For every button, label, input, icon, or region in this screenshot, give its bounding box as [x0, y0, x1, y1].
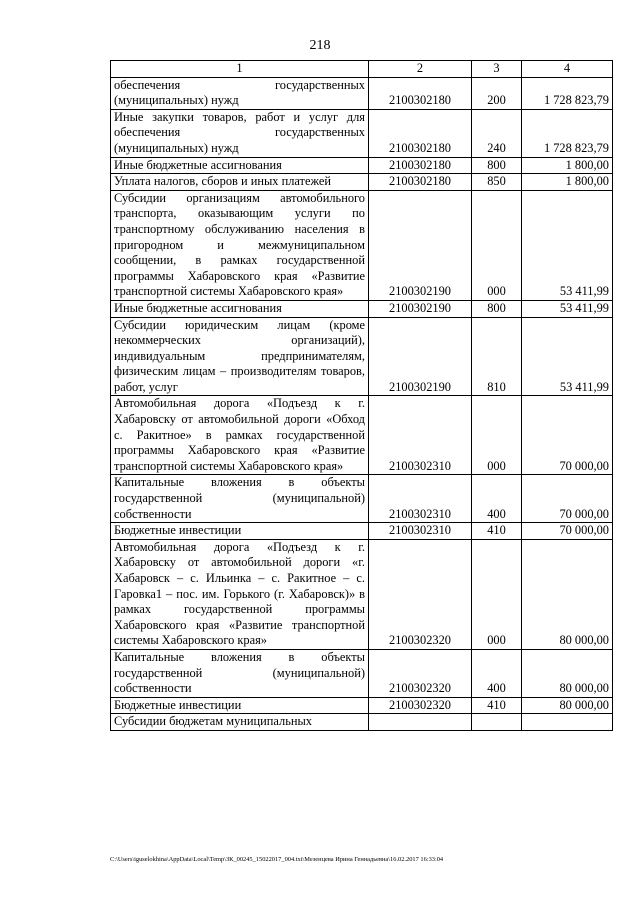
- row-target-code: 2100302320: [369, 649, 472, 697]
- budget-table: [110, 60, 613, 731]
- row-description: Иные бюджетные ассигнования: [111, 300, 369, 317]
- row-expense-type: [472, 714, 522, 731]
- row-target-code: 2100302310: [369, 475, 472, 523]
- table-row: [111, 714, 613, 731]
- row-target-code: 2100302320: [369, 697, 472, 714]
- row-amount: 80 000,00: [522, 697, 613, 714]
- page-number: 218: [309, 38, 331, 53]
- row-expense-type: 800: [472, 300, 522, 317]
- row-target-code: 2100302180: [369, 77, 472, 109]
- row-amount: 53 411,99: [522, 317, 613, 396]
- row-description: Субсидии организациям автомобильного транспорта, оказывающим услуги по транспортному обслуживанию населения в пригородном и межмуниципальном сообщении, в рамках государственной программы Хабаровского края «Развитие транспортной системы Хабаровского края»: [111, 190, 369, 300]
- row-expense-type: 410: [472, 523, 522, 540]
- row-target-code: 2100302310: [369, 396, 472, 475]
- row-description: Капитальные вложения в объекты государственной (муниципальной) собственности: [111, 649, 369, 697]
- row-expense-type: 810: [472, 317, 522, 396]
- table-row: [111, 396, 613, 475]
- table-header-row: [111, 61, 613, 78]
- row-amount: 80 000,00: [522, 649, 613, 697]
- table-row: [111, 475, 613, 523]
- row-target-code: 2100302190: [369, 317, 472, 396]
- row-amount: 1 800,00: [522, 157, 613, 174]
- row-amount: 1 800,00: [522, 174, 613, 191]
- row-description: Бюджетные инвестиции: [111, 697, 369, 714]
- table-row: [111, 190, 613, 300]
- table-row: [111, 317, 613, 396]
- table-row: [111, 157, 613, 174]
- row-description: Автомобильная дорога «Подъезд к г. Хабаровску от автомобильной дороги «Обход с. Ракитное» в рамках государственной программы Хабаровского края «Развитие транспортной системы Хабаровского края»: [111, 396, 369, 475]
- row-target-code: 2100302180: [369, 109, 472, 157]
- table-row: [111, 77, 613, 109]
- table-row: [111, 523, 613, 540]
- row-target-code: 2100302180: [369, 157, 472, 174]
- table-row: [111, 300, 613, 317]
- row-target-code: 2100302190: [369, 190, 472, 300]
- row-expense-type: 850: [472, 174, 522, 191]
- header-col-1: 1: [111, 61, 369, 78]
- row-amount: 1 728 823,79: [522, 77, 613, 109]
- row-description: Иные закупки товаров, работ и услуг для обеспечения государственных (муниципальных) нужд: [111, 109, 369, 157]
- header-col-3: 3: [472, 61, 522, 78]
- row-target-code: 2100302320: [369, 539, 472, 649]
- row-description: обеспечения государственных (муниципальных) нужд: [111, 77, 369, 109]
- header-col-4: 4: [522, 61, 613, 78]
- row-amount: 1 728 823,79: [522, 109, 613, 157]
- row-description: Иные бюджетные ассигнования: [111, 157, 369, 174]
- row-description: Субсидии юридическим лицам (кроме некоммерческих организаций), индивидуальным предпринимателям, физическим лицам – производителям товаров, работ, услуг: [111, 317, 369, 396]
- row-expense-type: 410: [472, 697, 522, 714]
- row-expense-type: 000: [472, 539, 522, 649]
- table-row: [111, 174, 613, 191]
- row-expense-type: 240: [472, 109, 522, 157]
- row-amount: 80 000,00: [522, 539, 613, 649]
- row-target-code: 2100302190: [369, 300, 472, 317]
- row-description: Бюджетные инвестиции: [111, 523, 369, 540]
- row-expense-type: 000: [472, 396, 522, 475]
- row-amount: [522, 714, 613, 731]
- table-row: [111, 697, 613, 714]
- row-description: Уплата налогов, сборов и иных платежей: [111, 174, 369, 191]
- row-expense-type: 000: [472, 190, 522, 300]
- row-description: Субсидии бюджетам муниципальных: [111, 714, 369, 731]
- row-amount: 53 411,99: [522, 300, 613, 317]
- table-row: [111, 649, 613, 697]
- header-col-2: 2: [369, 61, 472, 78]
- row-expense-type: 200: [472, 77, 522, 109]
- row-amount: 53 411,99: [522, 190, 613, 300]
- row-expense-type: 400: [472, 649, 522, 697]
- row-target-code: 2100302310: [369, 523, 472, 540]
- row-target-code: 2100302180: [369, 174, 472, 191]
- footer-file-path: C:\Users\iguselokhina\AppData\Local\Temp\ЗК_00245_15022017_004.txt\Мезенцева Ирина Геннадьевна\16.02.2017 16:33:04: [110, 856, 444, 863]
- row-description: Капитальные вложения в объекты государственной (муниципальной) собственности: [111, 475, 369, 523]
- table-row: [111, 539, 613, 649]
- row-expense-type: 800: [472, 157, 522, 174]
- row-description: Автомобильная дорога «Подъезд к г. Хабаровску от автомобильной дороги «г. Хабаровск – с. Ильинка – с. Ракитное – с. Гаровка1 – пос. им. Горького (г. Хабаровск)» в рамках государственной программы Хабаровского края «Развитие транспортной системы Хабаровского края»: [111, 539, 369, 649]
- row-amount: 70 000,00: [522, 523, 613, 540]
- row-target-code: [369, 714, 472, 731]
- row-amount: 70 000,00: [522, 475, 613, 523]
- row-amount: 70 000,00: [522, 396, 613, 475]
- row-expense-type: 400: [472, 475, 522, 523]
- table-row: [111, 109, 613, 157]
